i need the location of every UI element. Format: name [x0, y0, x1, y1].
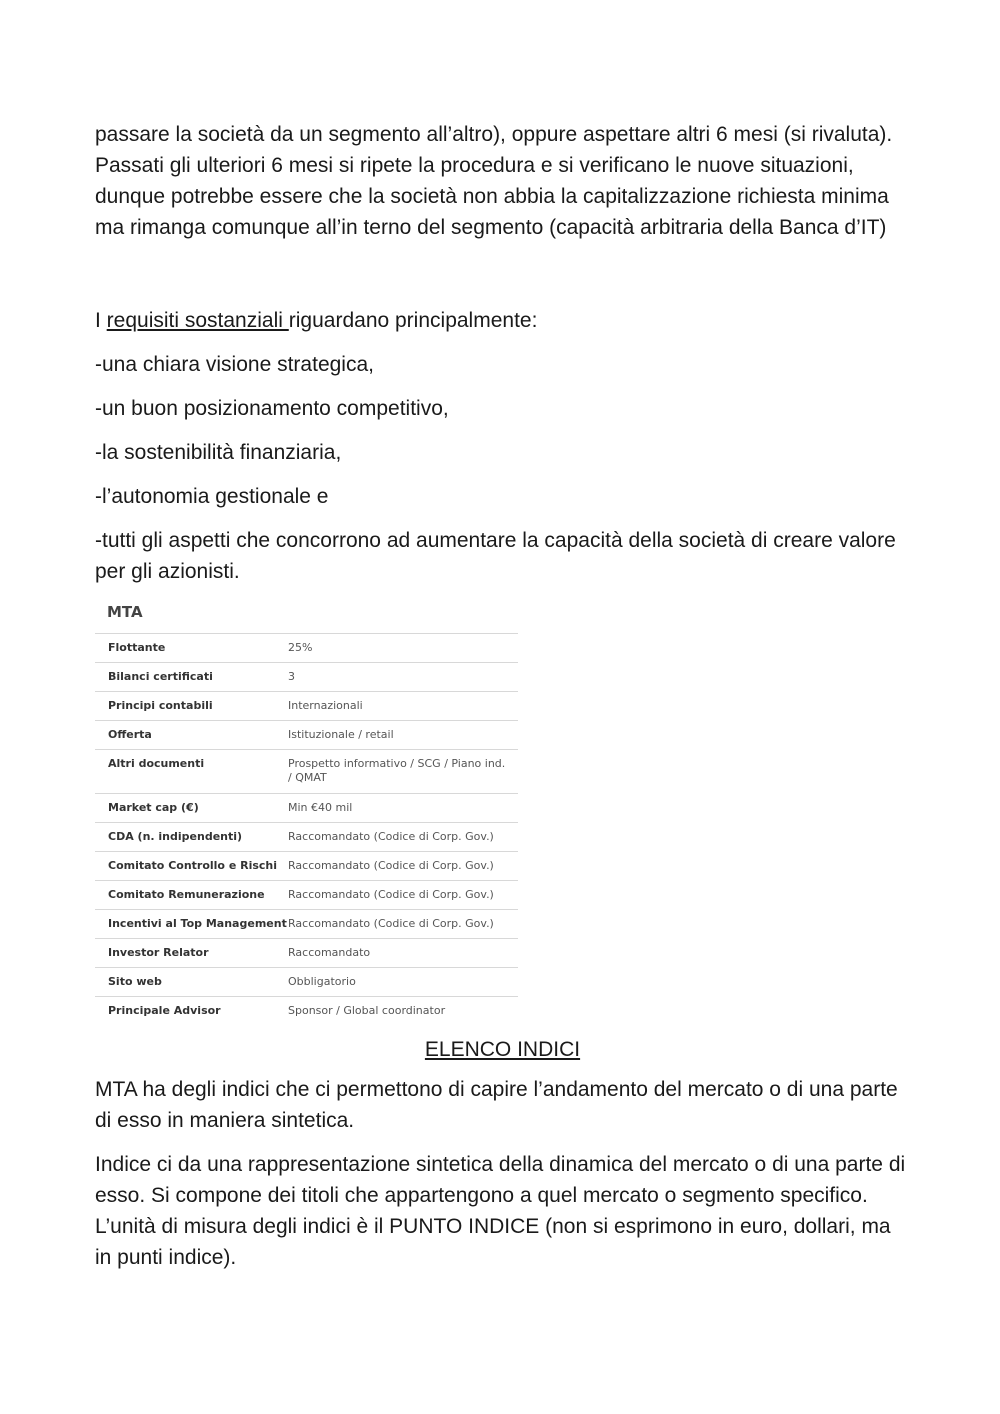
table-row: [95, 750, 518, 794]
table-row-key: Flottante: [108, 641, 166, 654]
requirement-item-3: -la sostenibilità finanziaria,: [95, 441, 342, 464]
table-row: [95, 939, 518, 968]
table-row-key: Sito web: [108, 975, 162, 988]
section-heading: ELENCO INDICI: [424, 1038, 581, 1061]
indices-paragraph-1: MTA ha degli indici che ci permettono di capire l’andamento del mercato o di una parte di esso in maniera sintetica.: [95, 1078, 898, 1132]
requirements-prefix: I: [95, 309, 107, 332]
mta-table-title: MTA: [95, 599, 518, 634]
table-row: [95, 852, 518, 881]
table-row-value: 25%: [288, 641, 313, 654]
table-row-key: Comitato Remunerazione: [108, 888, 265, 901]
requirements-intro: [95, 305, 910, 336]
requirement-item-5: -tutti gli aspetti che concorrono ad aumentare la capacità della società di creare valore per gli azionisti.: [95, 529, 896, 583]
requirement-item-1: -una chiara visione strategica,: [95, 353, 374, 376]
table-row-key: Principale Advisor: [108, 1004, 221, 1017]
table-row-value: 3: [288, 670, 295, 683]
table-row: [95, 794, 518, 823]
table-row-key: Investor Relator: [108, 946, 209, 959]
table-row-value: Raccomandato (Codice di Corp. Gov.): [288, 888, 494, 901]
table-row-value: Raccomandato: [288, 946, 371, 959]
table-row-key: Incentivi al Top Management: [108, 917, 287, 930]
table-row: [95, 968, 518, 997]
table-row: [95, 910, 518, 939]
table-row-key: Principi contabili: [108, 699, 213, 712]
requirement-item-4: -l’autonomia gestionale e: [95, 485, 329, 508]
table-row: [95, 823, 518, 852]
table-row-value: Min €40 mil: [288, 801, 353, 814]
table-row-value: Obbligatorio: [288, 975, 356, 988]
requirements-underlined: requisiti sostanziali: [106, 309, 289, 332]
intro-paragraph: passare la società da un segmento all’altro), oppure aspettare altri 6 mesi (si rivaluta). Passati gli ulteriori 6 mesi si ripete la procedura e si verificano le nuove situazioni, dunque potrebbe essere che la società non abbia la capitalizzazione richiesta minima ma rimanga comunque all’in terno del segmento (capacità arbitraria della Banca d’IT): [95, 123, 893, 239]
table-row: [95, 634, 518, 663]
requirements-suffix: riguardano principalmente:: [288, 309, 538, 332]
table-row-value: Raccomandato (Codice di Corp. Gov.): [288, 830, 494, 843]
table-row-value: Internazionali: [288, 699, 363, 712]
table-row: [95, 663, 518, 692]
table-row-value: Istituzionale / retail: [288, 728, 394, 741]
table-row-value: Prospetto informativo / SCG / Piano ind. / QMAT: [288, 757, 506, 784]
table-row-value: Raccomandato (Codice di Corp. Gov.): [288, 859, 494, 872]
table-row-key: CDA (n. indipendenti): [108, 830, 243, 843]
table-row-key: Offerta: [108, 728, 152, 741]
table-row: [95, 881, 518, 910]
table-row-value: Sponsor / Global coordinator: [288, 1004, 446, 1017]
document-page: [95, 119, 910, 1273]
table-row: [95, 692, 518, 721]
table-row-key: Market cap (€): [108, 801, 199, 814]
table-row: [95, 997, 518, 1026]
mta-table: [95, 599, 518, 1026]
table-row-key: Altri documenti: [108, 757, 205, 770]
indices-paragraph-2: Indice ci da una rappresentazione sintetica della dinamica del mercato o di una parte di esso. Si compone dei titoli che appartengono a quel mercato o segmento specifico. L’unità di misura degli indici è il PUNTO INDICE (non si esprimono in euro, dollari, ma in punti indice).: [95, 1153, 906, 1269]
table-row-value: Raccomandato (Codice di Corp. Gov.): [288, 917, 494, 930]
table-row-key: Bilanci certificati: [108, 670, 213, 683]
table-row: [95, 721, 518, 750]
requirement-item-2: -un buon posizionamento competitivo,: [95, 397, 449, 420]
table-row-key: Comitato Controllo e Rischi: [108, 859, 278, 872]
